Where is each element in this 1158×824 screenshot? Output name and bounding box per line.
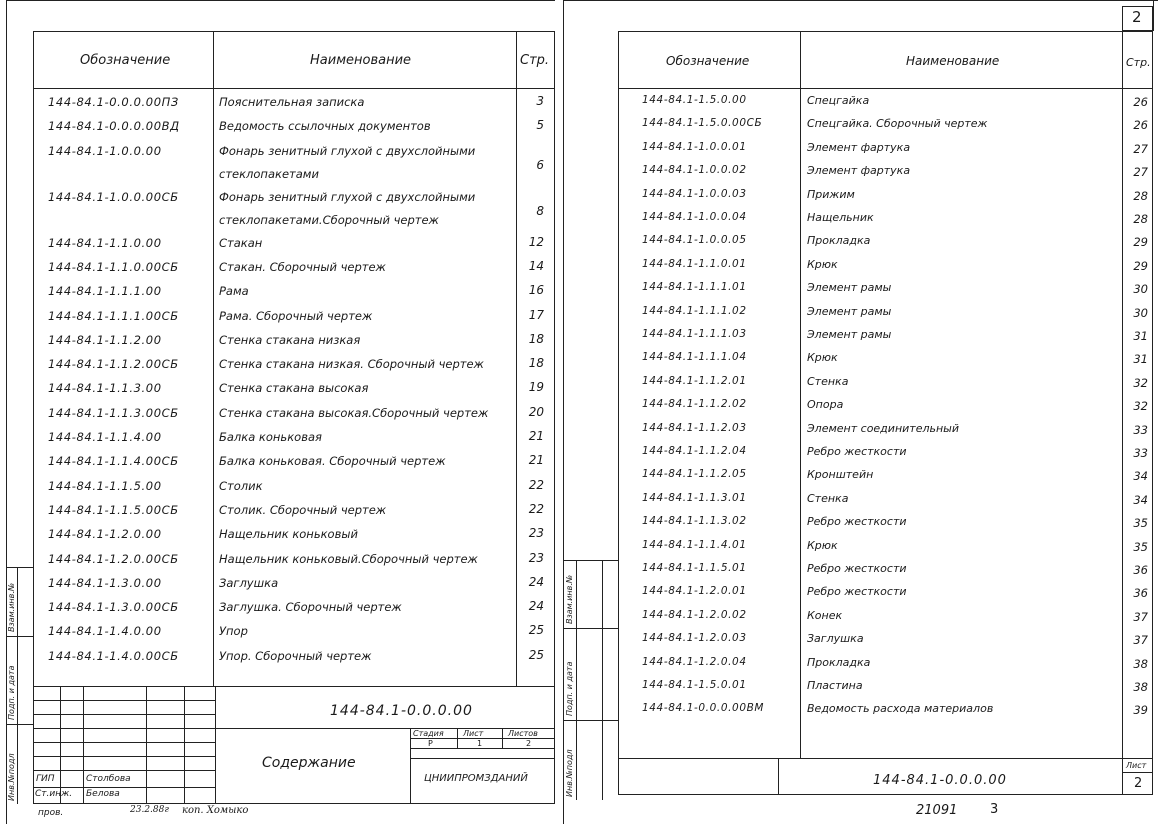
left-row-name: стеклопакетами.Сборочный чертеж (219, 212, 439, 227)
right-side-box (576, 560, 577, 800)
left-row-name: Пояснительная записка (219, 95, 365, 109)
right-row-page: 35 (1133, 539, 1148, 554)
left-row-page: 12 (528, 234, 544, 249)
right-header-name: Наименование (906, 54, 1000, 68)
left-row-code: 144-84.1-0.0.0.00ПЗ (48, 95, 179, 109)
right-stamp-sheet-h (1122, 772, 1153, 773)
left-side-label-inv: Инв.№подл (7, 753, 16, 801)
right-row-code: 144-84.1-1.2.0.01 (642, 585, 747, 598)
right-row-page: 38 (1133, 680, 1148, 694)
left-row-code: 144-84.1-1.1.2.00 (48, 332, 162, 347)
right-row-page: 37 (1133, 633, 1148, 648)
right-row-code: 144-84.1-1.2.0.04 (642, 655, 747, 668)
right-row-code: 144-84.1-1.5.0.00 (642, 94, 747, 106)
left-row-code: 144-84.1-1.1.0.00СБ (48, 259, 179, 274)
left-stamp-org-sep (410, 728, 411, 804)
left-stamp-h5 (33, 756, 215, 757)
left-row-name: стеклопакетами (219, 166, 319, 181)
left-row-page: 24 (528, 599, 544, 614)
right-row-name: Опора (807, 398, 844, 412)
left-row-code: 144-84.1-1.1.4.00 (48, 430, 162, 444)
right-row-code: 144-84.1-1.1.1.03 (642, 328, 747, 340)
stamp-person-1: Столбова (86, 774, 131, 784)
stamp-stage-label: Стадия (413, 729, 444, 738)
stamp-signature-date: 23.2.88г (130, 805, 169, 815)
bottom-number-2: 3 (990, 802, 999, 817)
left-stamp-h1 (33, 700, 215, 701)
left-stamp-stage-h2 (410, 748, 555, 749)
right-row-code: 144-84.1-1.1.0.01 (642, 257, 747, 270)
right-row-page: 26 (1133, 95, 1148, 109)
right-row-name: Пластина (807, 679, 863, 692)
left-row-code: 144-84.1-1.3.0.00 (48, 575, 162, 590)
left-header-name: Наименование (310, 53, 412, 68)
right-side-label-inv: Инв.№подл (565, 749, 574, 797)
left-header-bottom (33, 88, 555, 89)
left-row-page: 19 (528, 380, 544, 395)
right-side-label-sign: Подп. и дата (565, 661, 574, 716)
left-row-code: 144-84.1-1.1.1.00СБ (48, 308, 179, 323)
left-row-name: Нащельник коньковый (219, 527, 358, 542)
right-row-name: Крюк (807, 351, 838, 365)
left-row-page: 14 (528, 258, 544, 273)
right-row-name: Конек (807, 608, 843, 622)
right-row-page: 31 (1133, 329, 1148, 343)
right-stamp-doc-code: 144-84.1-0.0.0.00 (873, 773, 1007, 788)
right-row-code: 144-84.1-1.0.0.02 (642, 164, 747, 177)
left-stamp-h7 (33, 787, 215, 788)
right-row-name: Ребро жесткости (807, 562, 907, 575)
right-row-page: 30 (1133, 305, 1148, 320)
right-row-code: 144-84.1-1.1.3.02 (642, 515, 747, 528)
right-row-name: Ведомость расхода материалов (807, 702, 994, 716)
right-row-code: 144-84.1-1.1.2.01 (642, 374, 747, 387)
left-row-page: 25 (528, 647, 544, 662)
left-row-code: 144-84.1-1.1.1.00 (48, 284, 162, 299)
left-stamp-stage-v2 (502, 728, 503, 748)
left-row-page: 3 (536, 94, 544, 108)
right-row-code: 144-84.1-1.2.0.03 (642, 632, 747, 645)
right-row-code: 144-84.1-1.1.1.04 (642, 351, 747, 364)
right-header-page: Стр. (1126, 56, 1151, 69)
left-row-code: 144-84.1-1.1.3.00СБ (48, 405, 179, 420)
left-side-label-vzam: Взам.инв.№ (7, 582, 16, 632)
right-row-code: 144-84.1-1.1.3.01 (642, 491, 747, 504)
stamp-sheet-value: 1 (477, 739, 483, 748)
right-row-name: Кронштейн (807, 468, 874, 482)
right-row-name: Крюк (807, 538, 838, 552)
left-row-name: Балка коньковая (219, 430, 322, 444)
right-row-code: 144-84.1-1.1.2.05 (642, 468, 747, 481)
right-side-h3 (563, 720, 618, 721)
left-stamp-doc-code: 144-84.1-0.0.0.00 (330, 703, 473, 719)
right-row-code: 144-84.1-1.0.0.05 (642, 234, 747, 247)
right-row-page: 26 (1133, 118, 1148, 133)
left-stamp-stage-h3 (410, 758, 555, 759)
right-stamp-sheet-value: 2 (1134, 776, 1143, 791)
right-row-name: Элемент рамы (807, 304, 892, 318)
left-row-code: 144-84.1-1.1.5.00 (48, 478, 162, 493)
right-top-edge (563, 0, 1158, 1)
right-row-name: Элемент соединительный (807, 421, 959, 435)
right-row-page: 30 (1133, 282, 1148, 297)
right-stamp-sheet-label: Лист (1126, 761, 1147, 770)
right-row-name: Прижим (807, 187, 855, 201)
right-row-name: Прокладка (807, 655, 871, 669)
right-row-name: Нащельник (807, 211, 874, 224)
right-row-page: 32 (1133, 375, 1148, 390)
left-row-code: 144-84.1-1.1.5.00СБ (48, 502, 179, 517)
right-row-page: 32 (1133, 399, 1148, 414)
left-row-name: Столик. Сборочный чертеж (219, 502, 387, 517)
stamp-sheet-label: Лист (463, 729, 484, 738)
left-row-code: 144-84.1-1.0.0.00СБ (48, 189, 179, 204)
left-row-name: Стенка стакана низкая (219, 332, 361, 347)
right-row-name: Спецгайка (807, 94, 870, 107)
left-row-name: Упор (219, 624, 248, 639)
left-row-name: Рама (219, 284, 249, 299)
left-row-name: Стенка стакана высокая.Сборочный чертеж (219, 405, 489, 420)
left-row-name: Нащельник коньковый.Сборочный чертеж (219, 551, 478, 566)
left-row-page: 17 (528, 307, 544, 322)
right-row-name: Элемент фартука (807, 164, 911, 178)
left-stamp-h2 (33, 714, 215, 715)
left-side-h2 (6, 636, 33, 637)
right-row-name: Стенка (807, 374, 849, 388)
left-row-page: 18 (528, 356, 544, 371)
right-row-code: 144-84.1-1.5.0.00СБ (642, 117, 763, 130)
right-outer-right (1153, 0, 1154, 31)
left-row-code: 144-84.1-1.4.0.00СБ (48, 648, 179, 663)
right-row-code: 144-84.1-1.1.4.01 (642, 538, 747, 551)
right-row-name: Крюк (807, 257, 838, 271)
left-row-name: Стенка стакана низкая. Сборочный чертеж (219, 357, 484, 372)
left-row-page: 5 (536, 118, 544, 133)
left-row-code: 144-84.1-1.2.0.00СБ (48, 551, 179, 566)
left-row-page: 22 (528, 501, 544, 516)
left-row-page: 23 (528, 550, 544, 565)
left-stamp-top (33, 686, 555, 687)
right-stamp-sheet-sep (1122, 758, 1123, 795)
right-row-page: 33 (1133, 422, 1148, 437)
left-row-name: Фонарь зенитный глухой с двухслойными (219, 143, 476, 158)
right-col-sep-2 (1122, 31, 1123, 758)
right-row-code: 144-84.1-1.0.0.04 (642, 211, 747, 223)
right-row-page: 36 (1133, 563, 1148, 577)
stamp-check-label: пров. (38, 808, 64, 818)
left-row-code: 144-84.1-1.3.0.00СБ (48, 600, 179, 615)
left-row-page: 6 (536, 157, 544, 172)
stamp-stage-value: Р (428, 739, 433, 748)
left-row-name: Стенка стакана высокая (219, 381, 369, 396)
right-side-h1 (563, 560, 618, 561)
right-row-page: 28 (1133, 188, 1148, 203)
stamp-org: ЦНИИПРОМЗДАНИЙ (424, 773, 528, 784)
left-header-designation: Обозначение (80, 53, 171, 68)
left-row-code: 144-84.1-0.0.0.00ВД (48, 119, 180, 134)
right-row-name: Стенка (807, 491, 849, 505)
right-row-code: 144-84.1-0.0.0.00ВМ (642, 702, 765, 715)
right-header-bottom (618, 88, 1153, 89)
stamp-sheets-value: 2 (526, 739, 532, 748)
left-row-name: Ведомость ссылочных документов (219, 119, 431, 134)
right-row-code: 144-84.1-1.1.5.01 (642, 562, 747, 574)
right-row-page: 27 (1133, 165, 1148, 180)
left-stamp-h6 (33, 770, 215, 771)
right-row-code: 144-84.1-1.1.2.04 (642, 445, 747, 457)
right-stamp-divider (778, 758, 779, 795)
right-row-name: Заглушка (807, 632, 864, 646)
right-col-sep-1 (800, 31, 801, 758)
left-stamp-mid (215, 728, 555, 729)
right-row-name: Спецгайка. Сборочный чертеж (807, 117, 988, 131)
right-side-inner (602, 560, 603, 800)
left-row-code: 144-84.1-1.1.3.00 (48, 381, 162, 396)
left-row-page: 25 (528, 623, 544, 638)
stamp-role-2: Ст.инж. (35, 789, 73, 799)
left-row-name: Заглушка (219, 575, 279, 590)
right-row-page: 27 (1133, 141, 1148, 156)
left-stamp-h4 (33, 742, 215, 743)
left-row-page: 24 (528, 574, 544, 589)
left-row-name: Упор. Сборочный чертеж (219, 648, 372, 663)
left-row-name: Рама. Сборочный чертеж (219, 308, 373, 323)
right-row-name: Элемент рамы (807, 328, 892, 341)
right-row-code: 144-84.1-1.1.2.03 (642, 421, 747, 434)
right-row-page: 29 (1133, 235, 1148, 250)
left-col-sep-1 (213, 31, 214, 686)
right-row-page: 33 (1133, 446, 1148, 460)
right-row-page: 34 (1133, 469, 1148, 484)
right-outer-frame (563, 0, 564, 824)
left-row-name: Стакан (219, 235, 263, 250)
left-row-code: 144-84.1-1.1.0.00 (48, 235, 162, 250)
left-row-name: Стакан. Сборочный чертеж (219, 259, 386, 274)
right-row-code: 144-84.1-1.1.2.02 (642, 398, 747, 411)
left-row-page: 21 (528, 453, 544, 468)
left-row-code: 144-84.1-1.0.0.00 (48, 143, 162, 158)
right-row-name: Элемент рамы (807, 281, 892, 295)
left-side-h3 (6, 724, 33, 725)
right-row-code: 144-84.1-1.1.1.02 (642, 304, 747, 317)
top-sheet-number: 2 (1132, 8, 1142, 26)
right-row-page: 38 (1133, 656, 1148, 671)
right-row-name: Ребро жесткости (807, 445, 907, 458)
left-row-page: 20 (528, 404, 544, 419)
left-row-name: Балка коньковая. Сборочный чертеж (219, 454, 446, 469)
left-row-name: Фонарь зенитный глухой с двухслойными (219, 189, 476, 204)
right-row-page: 29 (1133, 258, 1148, 273)
left-stamp-h3 (33, 728, 215, 729)
left-top-edge (6, 0, 555, 1)
right-row-page: 39 (1133, 703, 1148, 718)
left-row-page: 8 (536, 203, 544, 218)
left-row-name: Столик (219, 478, 263, 493)
right-row-page: 36 (1133, 586, 1148, 601)
right-row-code: 144-84.1-1.2.0.02 (642, 608, 747, 621)
right-row-code: 144-84.1-1.5.0.01 (642, 679, 747, 691)
right-row-name: Прокладка (807, 234, 871, 248)
left-side-h1 (6, 567, 33, 568)
left-row-page: 16 (528, 283, 544, 298)
left-row-code: 144-84.1-1.2.0.00 (48, 527, 162, 542)
right-header-designation: Обозначение (666, 54, 750, 68)
right-row-name: Ребро жесткости (807, 585, 907, 599)
left-row-code: 144-84.1-1.1.4.00СБ (48, 454, 179, 469)
right-row-page: 28 (1133, 212, 1148, 226)
right-row-page: 37 (1133, 609, 1148, 624)
left-row-name: Заглушка. Сборочный чертеж (219, 600, 402, 615)
left-row-page: 21 (528, 429, 544, 443)
left-side-box (17, 567, 18, 804)
right-row-page: 35 (1133, 516, 1148, 531)
right-side-h2 (563, 628, 618, 629)
right-stamp-top (618, 758, 1153, 759)
left-row-page: 23 (528, 526, 544, 541)
bottom-number: 21091 (916, 803, 958, 818)
right-row-name: Элемент фартука (807, 140, 911, 154)
left-header-page: Стр. (520, 53, 550, 68)
right-row-code: 144-84.1-1.0.0.01 (642, 140, 747, 153)
right-row-page: 31 (1133, 352, 1148, 367)
left-row-code: 144-84.1-1.4.0.00 (48, 624, 162, 639)
right-row-page: 34 (1133, 492, 1148, 507)
right-row-name: Ребро жесткости (807, 515, 907, 529)
left-row-page: 18 (528, 331, 544, 346)
right-row-code: 144-84.1-1.1.1.01 (642, 281, 747, 294)
stamp-role-1: ГИП (36, 774, 55, 784)
left-stamp-stage-v1 (457, 728, 458, 748)
left-side-label-sign: Подп. и дата (7, 665, 16, 720)
right-row-code: 144-84.1-1.0.0.03 (642, 187, 747, 200)
stamp-person-2: Белова (86, 789, 120, 799)
right-side-label-vzam: Взам.инв.№ (565, 574, 574, 624)
stamp-copy-note: коп. Хомыко (182, 805, 249, 816)
left-stamp-divider (215, 686, 216, 804)
left-row-code: 144-84.1-1.1.2.00СБ (48, 357, 179, 372)
stamp-title: Содержание (262, 755, 356, 771)
left-row-page: 22 (528, 477, 544, 492)
stamp-sheets-label: Листов (508, 729, 538, 738)
